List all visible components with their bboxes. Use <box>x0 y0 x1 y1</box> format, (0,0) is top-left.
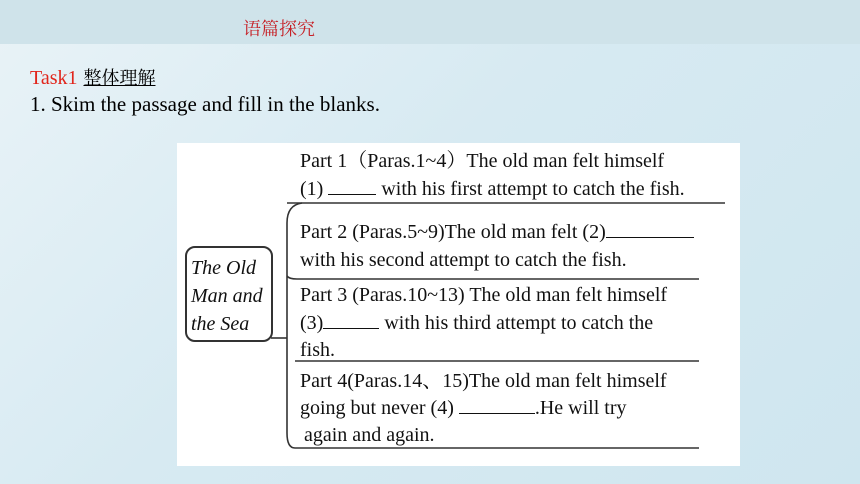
mind-map-panel <box>177 143 740 466</box>
part2-line1 <box>300 218 694 246</box>
part3-line3: fish. <box>300 339 335 361</box>
top-banner <box>0 0 860 44</box>
root-line-3: the Sea <box>191 313 250 335</box>
task-heading <box>30 64 155 90</box>
blank-1 <box>328 176 376 195</box>
underline-part2 <box>287 276 699 279</box>
part4-line2-end: .He will try <box>534 397 627 419</box>
blank-2 <box>606 219 694 238</box>
part2-line2: with his second attempt to catch the fish. <box>300 249 627 271</box>
part2-line1-text: Part 2 (Paras.5~9)The old man felt (2) <box>300 221 606 243</box>
section-title: 语篇探究 <box>243 19 315 40</box>
root-line-2: Man and <box>191 285 263 307</box>
part4-line3: again and again. <box>304 424 435 446</box>
part1-blank-number: (1) <box>300 178 324 200</box>
part4-line2 <box>300 394 627 422</box>
blank-3 <box>323 310 379 329</box>
blank-4 <box>459 395 535 414</box>
part3-line2-text: with his third attempt to catch the <box>384 312 654 334</box>
root-node-label <box>191 254 271 338</box>
part1-line2 <box>300 175 685 203</box>
part3-line1: Part 3 (Paras.10~13) The old man felt himself <box>300 284 668 306</box>
part1-line2-text: with his first attempt to catch the fish. <box>381 178 685 200</box>
part1-line1: Part 1（Paras.1~4）The old man felt himself <box>300 150 665 172</box>
instruction-text: 1. Skim the passage and fill in the blanks. <box>30 92 380 116</box>
part4-line2-text: going but never (4) <box>300 397 454 419</box>
task-name: 整体理解 <box>83 68 156 89</box>
part3-blank-number: (3) <box>300 312 324 334</box>
task-label: Task1 <box>30 67 78 89</box>
part3-line2 <box>300 309 653 337</box>
part4-line1: Part 4(Paras.14、15)The old man felt himself <box>300 370 667 392</box>
root-line-1: The Old <box>191 257 256 279</box>
